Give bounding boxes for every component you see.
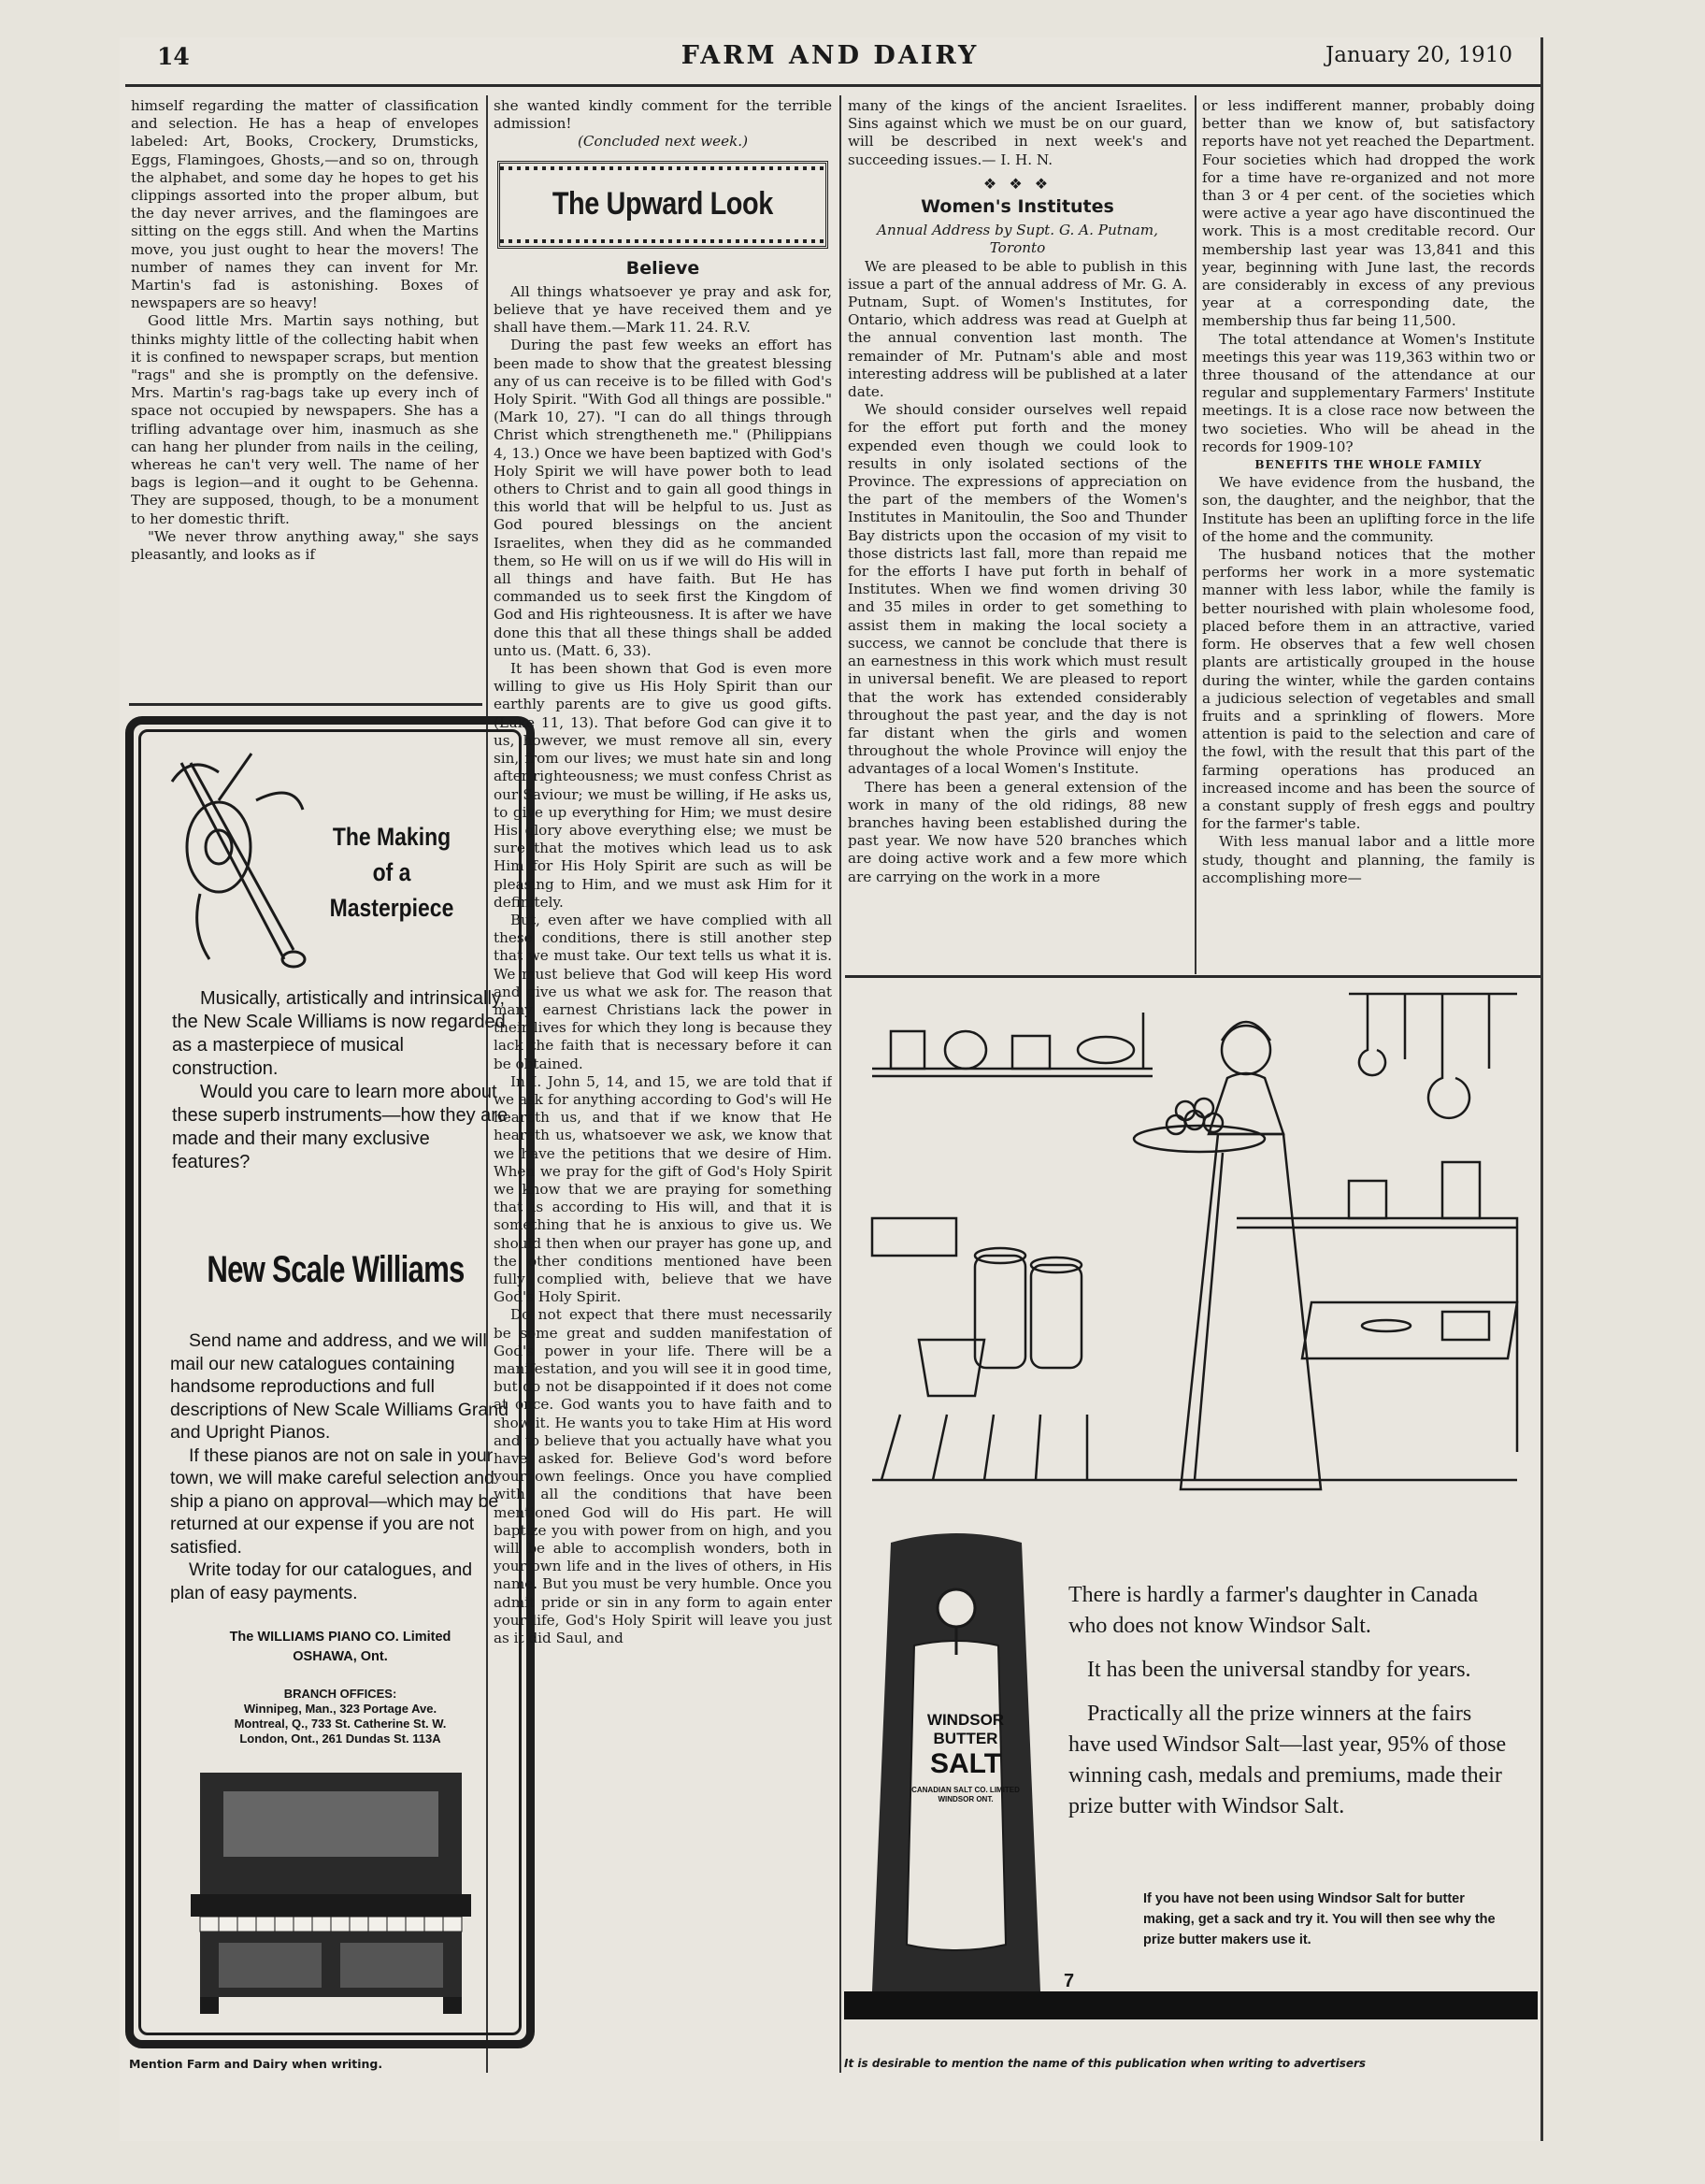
ad-paragraph: Practically all the prize winners at the fairs have used Windsor Salt—last year, 95% of those winning cash, medals and premiums, made their prize butter with Windsor Salt. — [1068, 1702, 1507, 1818]
upright-piano-icon — [181, 1763, 480, 2016]
ad-paragraph: It has been the universal standby for years. — [1087, 1658, 1471, 1682]
article-paragraph: The total attendance at Women's Institute meetings this year was 119,363 within two or three thousand of the attendance at our regular and supplementary Farmers' Institute meetings. It is a close race now between the two societies. Who will be ahead in the records for 1909-10? — [1202, 330, 1535, 455]
branch-line: London, Ont., 261 Dundas St. 113A — [239, 1731, 441, 1746]
article-paragraph: The husband notices that the mother performs her work in a more systematic manner with less labor, while the family is better nourished with plain wholesome food, placed before them in an attractive, varied form. He observes that a few well chosen plants are artistically grouped in the house during the winter, while the garden contains a judicious selection of vegetables and small fruits and a sprinkling of flowers. More attention is paid to the selection and care of the fowl, with the result that this part of the farming operations has produced an increased income and has been the source of a constant supply of fresh eggs and poultry for the farmer's table. — [1202, 546, 1535, 833]
musical-instruments-icon — [163, 744, 312, 978]
concluded-note: (Concluded next week.) — [577, 133, 749, 151]
company-line: The WILLIAMS PIANO CO. Limited — [229, 1630, 451, 1645]
column-divider — [1195, 95, 1196, 974]
ad-bottom-bar — [844, 1991, 1538, 2019]
sack-maker: CANADIAN SALT CO. LIMITED WINDSOR ONT. — [911, 1786, 1020, 1803]
page-number: 14 — [157, 43, 190, 70]
masthead-title: FARM AND DAIRY — [681, 41, 980, 70]
article-byline: Annual Address by Supt. G. A. Putnam, Toronto — [877, 222, 1158, 257]
ad-headline — [296, 819, 487, 926]
ad-body-2 — [170, 1329, 511, 1604]
sack-label-line: WINDSOR — [926, 1711, 1005, 1729]
column-divider — [839, 95, 841, 2073]
ad-paragraph: If these pianos are not on sale in your town, we will make careful selection and ship a piano on approval—which may be returned at our expense if you are not satisfied. — [170, 1444, 499, 1558]
article-paragraph: Good little Mrs. Martin says nothing, but thinks mighty little of the collecting habit when it is confined to newspaper scraps, but mention "rags" and she is promptly on the defensive. Mrs. Martin's rag-bags take up every inch of space not occupied by newspapers. She has a trifling advantage over him, inasmuch as she can hang her plunder from nails in the ceiling, whereas he can't very well. The name of her bags is legion—and it ought to be Gehenna. They are supposed, though, to be a monument to her domestic thrift. — [131, 312, 479, 527]
article-column-2 — [494, 97, 832, 2051]
article-paragraph: himself regarding the matter of classification and selection. He has a heap of envelopes labeled: Art, Books, Crockery, Drumsticks, Eggs, Flamingoes, Ghosts,—and so on, through the alphabet, and some day he hopes to get his clippings assorted into the proper album, but the day never arrives, and the flamingoes are sitting on the eggs still. And when the Martins move, you just ought to hear the movers! The number of names they can invent for Mr. Martin's fad is astonishing. Boxes of newspapers are so heavy! — [131, 97, 479, 312]
sack-label — [910, 1711, 1022, 1804]
sack-label-line: SALT — [929, 1748, 1002, 1779]
article-paragraph: In I. John 5, 14, and 15, we are told that if we ask for anything according to God's will He heareth us, and that if we know that He heareth us, whatsoever we ask, we know that we have the petitions that we desire of Him. When we pray for the gift of God's Holy Spirit we know that we are praying for something that is according to His will, and that it is something that he is anxious to give us. We should then when our prayer has gone up, and the other conditions mentioned have been fully complied with, believe that we have God's Holy Spirit. — [494, 1072, 832, 1306]
article-paragraph: It has been shown that God is even more willing to give us His Holy Spirit than our earthly parents are to give us good gifts. (Luke 11, 13). That before God can give it to us, however, we must remove all sin, every sin, from our lives; we must hate sin and long after righteousness; we must confess Christ as our Saviour; we must be willing, if He asks us, to give up everything for Him; we must desire His glory above everything else; we must be sure that the motives which lead us to ask Him for His Holy Spirit are such as will be pleasing to Him, and we must ask Him for it definitely. — [494, 660, 832, 911]
article-paragraph: All things whatsoever ye pray and ask for, believe that ye have received them and ye shall have them.—Mark 11. 24. R.V. — [494, 282, 832, 337]
ad-body — [172, 987, 509, 1174]
issue-date: January 20, 1910 — [1325, 43, 1512, 67]
salt-ad-note: If you have not been using Windsor Salt for butter making, get a sack and try it. You will then see why the prize butter makers use it. — [1143, 1891, 1496, 1947]
williams-piano-ad — [125, 716, 535, 2048]
article-column-4 — [1202, 97, 1535, 971]
brand-name: New Scale Williams — [207, 1249, 465, 1290]
article-paragraph: "We never throw anything away," she says pleasantly, and looks as if — [131, 527, 479, 564]
article-paragraph: she wanted kindly comment for the terrible admission! — [494, 97, 832, 133]
page-header — [120, 37, 1540, 75]
ad-paragraph: There is hardly a farmer's daughter in Canada who does not know Windsor Salt. — [1068, 1583, 1479, 1638]
headline-line: Masterpiece — [329, 894, 454, 922]
ad-paragraph: Send name and address, and we will mail our new catalogues containing handsome reproductions and full descriptions of New Scale Williams Grand and Upright Pianos. — [170, 1330, 509, 1443]
page-right-rule — [1540, 37, 1543, 2141]
salt-ad-body — [1068, 1580, 1517, 1835]
ad-paragraph: Would you care to learn more about these superb instruments—how they are made and their many exclusive features? — [172, 1082, 509, 1172]
sack-label-line: BUTTER — [933, 1730, 998, 1747]
article-paragraph: Do not expect that there must necessarily be some great and sudden manifestation of God's power in your life. There will be a manifestation, and you will see it in good time, but do not be disappointed if it does not come at once. God wants you to have faith and to show it. He wants you to take Him at His word and to believe that you actually have what you have asked for. Believe God's word before your own feelings. Once you have complied with all the conditions that have been mentioned God will do His part. He will baptize you with power from on high, and you will be able to accomplish wonders, both in your own life and in the lives of others, in His name. But you must be very humble. Once you admit pride or sin in any form to again enter your life, God's Holy Spirit will leave you just as it did Saul, and — [494, 1306, 832, 1647]
section-banner — [497, 161, 828, 249]
section-title: The Upward Look — [552, 186, 774, 222]
column-rule — [129, 703, 482, 706]
article-column-1 — [131, 97, 479, 677]
article-paragraph: We should consider ourselves well repaid for the effort put forth and the money expended even though we could look to results in only isolated sections of the Province. The expressions of appreciation on the part of the members of the Women's Institutes in Manitoulin, the Soo and Thunder Bay districts upon the occasion of my visit to those districts last fall, more than repaid me for the efforts I have put forth in behalf of Institutes. When we find women driving 30 and 35 miles in order to get something to assist them in making the local society a success, we cannot be conclude that there is an earnestness in this work which must result in universal benefit. We are pleased to report that the work has extended considerably throughout the past year, and the day is not far distant when the girls and women throughout the whole Province will enjoy the advantages of a local Women's Institute. — [848, 401, 1187, 778]
kitchen-illustration — [844, 975, 1538, 1508]
branch-title: BRANCH OFFICES: — [283, 1687, 397, 1701]
article-paragraph: many of the kings of the ancient Israelites. Sins against which we must be on our guard, will be described in next week's and succeeding issues.— I. H. N. — [848, 97, 1187, 168]
article-heading: Women's Institutes — [921, 196, 1114, 218]
ad-paragraph: Write today for our catalogues, and plan of easy payments. — [170, 1559, 473, 1603]
header-rule — [125, 84, 1540, 87]
branch-line: Montreal, Q., 733 St. Catherine St. W. — [234, 1717, 447, 1731]
footer-note-left: Mention Farm and Dairy when writing. — [129, 2057, 383, 2071]
article-column-3 — [848, 97, 1187, 971]
separator-ornament: ❖ ❖ ❖ — [982, 174, 1053, 193]
article-heading: Believe — [625, 257, 700, 279]
article-paragraph: We have evidence from the husband, the son, the daughter, and the neighbor, that the Institute has been an uplifting force in the life of the home and the community. — [1202, 474, 1535, 545]
headline-line: The Making — [332, 823, 451, 851]
footer-note-right: It is desirable to mention the name of this publication when writing to advertisers — [844, 2057, 1367, 2070]
company-name — [163, 1628, 518, 1667]
branch-line: Winnipeg, Man., 323 Portage Ave. — [243, 1702, 437, 1716]
branch-offices — [163, 1687, 518, 1746]
newspaper-page — [120, 37, 1540, 2141]
ad-number: 7 — [1064, 1971, 1075, 1991]
article-paragraph: There has been a general extension of the work in many of the old ridings, 88 new branches having been established during the past year. We now have 520 branches which are doing active work and a few more which are carrying on the work in a more — [848, 778, 1187, 885]
article-paragraph: or less indifferent manner, probably doing better than we know of, but satisfactory reports have not yet reached the Department. Four societies which had dropped the work for a time have re-organized and not more than 3 or 4 per cent. of the societies which were active a year ago have discontinued the work. This is a most creditable record. Our membership last year was 13,841 and this year, beginning with June last, the records are considerably in excess of any previous year at a corresponding date, the membership thus far being 11,500. — [1202, 97, 1535, 330]
article-subhead: BENEFITS THE WHOLE FAMILY — [1254, 458, 1483, 472]
article-paragraph: During the past few weeks an effort has been made to show that the greatest blessing any of us can receive is to be filled with God's Holy Spirit. "With God all things are possible." (Mark 10, 27). "I can do all things through Christ which strengtheneth me." (Philippians 4, 13.) Once we have been baptized with God's Holy Spirit we will have power both to lead others to Christ and to gain all good things in this world that will be helpful to us. Just as God poured blessings on the ancient Israelites, when they did as he commanded them, so He will on us if we will do His will in all things and have faith. But He has commanded us to seek first the Kingdom of God and His righteousness. It is after we have done this that all these things shall be added unto us. (Matt. 6, 33). — [494, 337, 832, 659]
ad-paragraph: Musically, artistically and intrinsically, the New Scale Williams is now regarded as a masterpiece of musical construction. — [172, 988, 506, 1079]
company-city: OSHAWA, Ont. — [293, 1649, 388, 1664]
headline-line: of a — [372, 858, 411, 886]
article-paragraph: We are pleased to be able to publish in this issue a part of the annual address of Mr. G. A. Putnam, Supt. of Women's Institutes, for Ontario, which address was read at Guelph at the annual convention last month. The remainder of Mr. Putnam's able and most interesting address will be published at a later date. — [848, 257, 1187, 401]
article-paragraph: But, even after we have complied with all these conditions, there is still another step that we must take. Our text tells us what it is. We must believe that God will keep His word and give us what we ask for. The reason that many earnest Christians lack the power in their lives for which they long is because they lack the faith that is necessary before it can be obtained. — [494, 911, 832, 1072]
article-paragraph: With less manual labor and a little more study, thought and planning, the family is accomplishing more— — [1202, 833, 1535, 886]
windsor-salt-ad — [844, 1515, 1538, 2048]
